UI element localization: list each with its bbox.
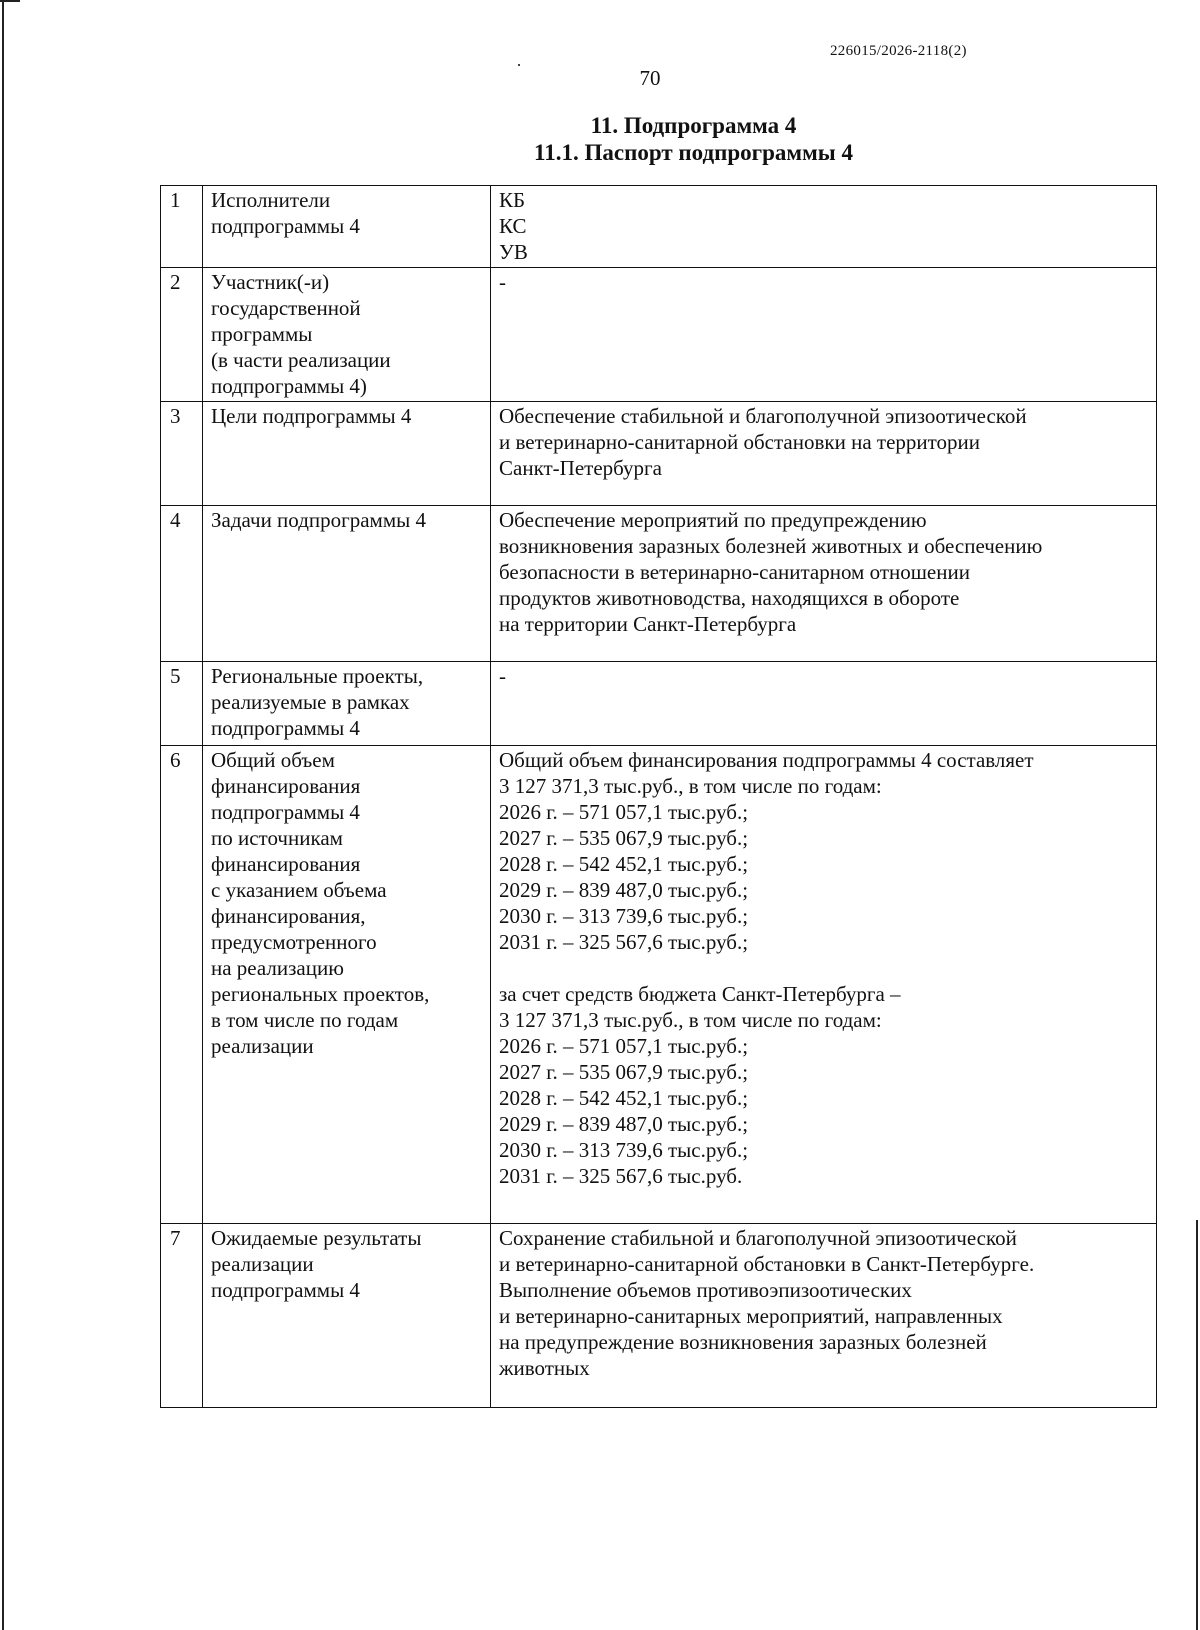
row-label: Исполнители подпрограммы 4	[203, 186, 491, 268]
row-number: 4	[161, 506, 203, 662]
row-value: Сохранение стабильной и благополучной эпизоотической и ветеринарно-санитарной обстановки в Санкт-Петербурге. Выполнение объемов противоэпизоотических и ветеринарно-санитарных мероприятий, направленных на предупреждение возникновения заразных болезней животных	[491, 1224, 1157, 1408]
row-label: Ожидаемые результаты реализации подпрограммы 4	[203, 1224, 491, 1408]
row-number: 3	[161, 402, 203, 506]
scan-edge-top	[0, 0, 20, 2]
table-row	[161, 746, 1157, 1224]
row-value: КБ КС УВ	[491, 186, 1157, 268]
row-label: Цели подпрограммы 4	[203, 402, 491, 506]
row-value: Обеспечение мероприятий по предупреждению возникновения заразных болезней животных и обеспечению безопасности в ветеринарно-санитарном отношении продуктов животноводства, находящихся в обороте на территории Санкт-Петербурга	[491, 506, 1157, 662]
row-number: 1	[161, 186, 203, 268]
table-row	[161, 662, 1157, 746]
row-value: Общий объем финансирования подпрограммы 4 составляет 3 127 371,3 тыс.руб., в том числе по годам: 2026 г. – 571 057,1 тыс.руб.; 2027 г. – 535 067,9 тыс.руб.; 2028 г. – 542 452,1 тыс.руб.; 2029 г. – 839 487,0 тыс.руб.; 2030 г. – 313 739,6 тыс.руб.; 2031 г. – 325 567,6 тыс.руб.; за счет средств бюджета Санкт-Петербурга – 3 127 371,3 тыс.руб., в том числе по годам: 2026 г. – 571 057,1 тыс.руб.; 2027 г. – 535 067,9 тыс.руб.; 2028 г. – 542 452,1 тыс.руб.; 2029 г. – 839 487,0 тыс.руб.; 2030 г. – 313 739,6 тыс.руб.; 2031 г. – 325 567,6 тыс.руб.	[491, 746, 1157, 1224]
row-value: -	[491, 662, 1157, 746]
table-row	[161, 506, 1157, 662]
passport-table	[160, 185, 1157, 1408]
row-label: Общий объем финансирования подпрограммы 4 по источникам финансирования с указанием объема финансирования, предусмотренного на реализацию региональных проектов, в том числе по годам реализации	[203, 746, 491, 1224]
row-label: Региональные проекты, реализуемые в рамках подпрограммы 4	[203, 662, 491, 746]
row-label: Участник(-и) государственной программы (в части реализации подпрограммы 4)	[203, 268, 491, 402]
row-value: Обеспечение стабильной и благополучной эпизоотической и ветеринарно-санитарной обстановки на территории Санкт-Петербурга	[491, 402, 1157, 506]
table-row	[161, 186, 1157, 268]
row-number: 6	[161, 746, 203, 1224]
row-number: 2	[161, 268, 203, 402]
table-row	[161, 402, 1157, 506]
row-number: 5	[161, 662, 203, 746]
section-subtitle: 11.1. Паспорт подпрограммы 4	[534, 140, 853, 165]
scan-edge-left	[2, 0, 4, 1630]
section-title: 11. Подпрограмма 4	[590, 113, 797, 138]
row-number: 7	[161, 1224, 203, 1408]
row-value: -	[491, 268, 1157, 402]
table-row	[161, 268, 1157, 402]
document-id: 226015/2026-2118(2)	[830, 43, 967, 59]
page-number: 70	[639, 66, 661, 90]
row-label: Задачи подпрограммы 4	[203, 506, 491, 662]
table-row	[161, 1224, 1157, 1408]
scan-edge-right	[1196, 1220, 1198, 1630]
